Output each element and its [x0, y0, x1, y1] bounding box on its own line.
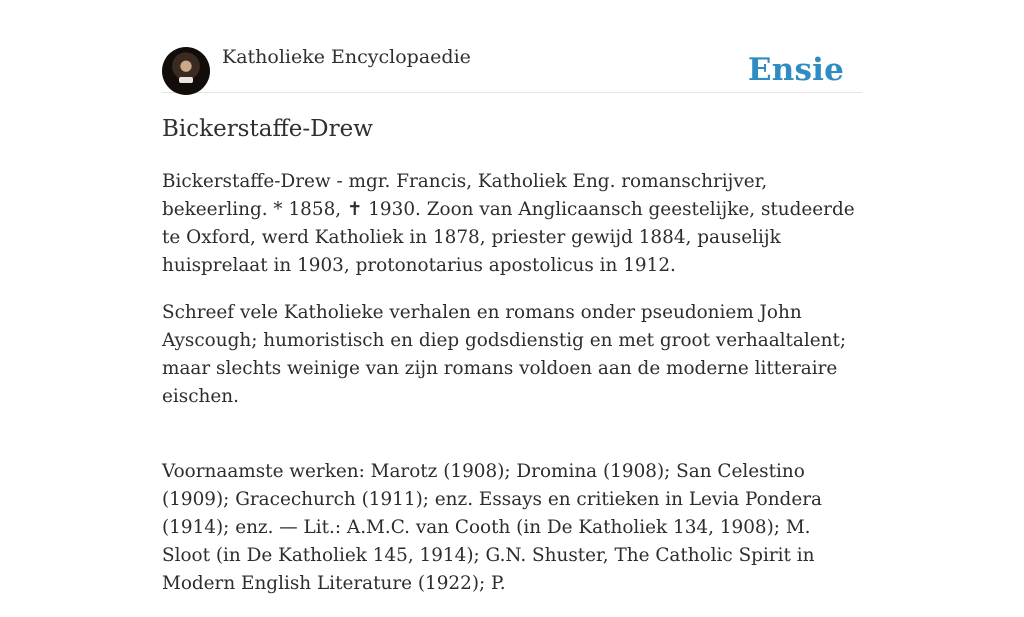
encyclopedia-title-link[interactable]: Katholieke Encyclopaedie — [222, 46, 471, 68]
article-paragraph-2: Schreef vele Katholieke verhalen en romans onder pseudoniem John Ayscough; humoristisch en diep godsdienstig en met groot verhaaltalent; maar slechts weinige van zijn romans voldoen aan de moderne litteraire eischen. — [162, 302, 847, 407]
ensie-logo-link[interactable]: Ensie — [747, 52, 844, 88]
article-paragraph-3: Voornaamste werken: Marotz (1908); Dromina (1908); San Celestino (1909); Gracechurch (1911); enz. Essays en critieken in Levia Pondera (1914); enz. — Lit.: A.M.C. van Cooth (in De Katholiek 134, 1908); M. Sloot (in De Katholiek 145, 1914); G.N. Shuster, The Catholic Spirit in Modern English Literature (1922); P. — [162, 461, 822, 594]
page-title: Bickerstaffe-Drew — [162, 116, 373, 142]
article-paragraph-1: Bickerstaffe-Drew - mgr. Francis, Katholiek Eng. romanschrijver, bekeerling. * 1858, ✝ 1930. Zoon van Anglicaansch geestelijke, studeerde te Oxford, werd Katholiek in 1878, priester gewijd 1884, pauselijk huisprelaat in 1903, protonotarius apostolicus in 1912. — [162, 171, 855, 276]
avatar-collar — [179, 77, 193, 83]
avatar[interactable] — [162, 47, 210, 95]
article-body — [162, 168, 862, 617]
site-header — [162, 44, 862, 93]
